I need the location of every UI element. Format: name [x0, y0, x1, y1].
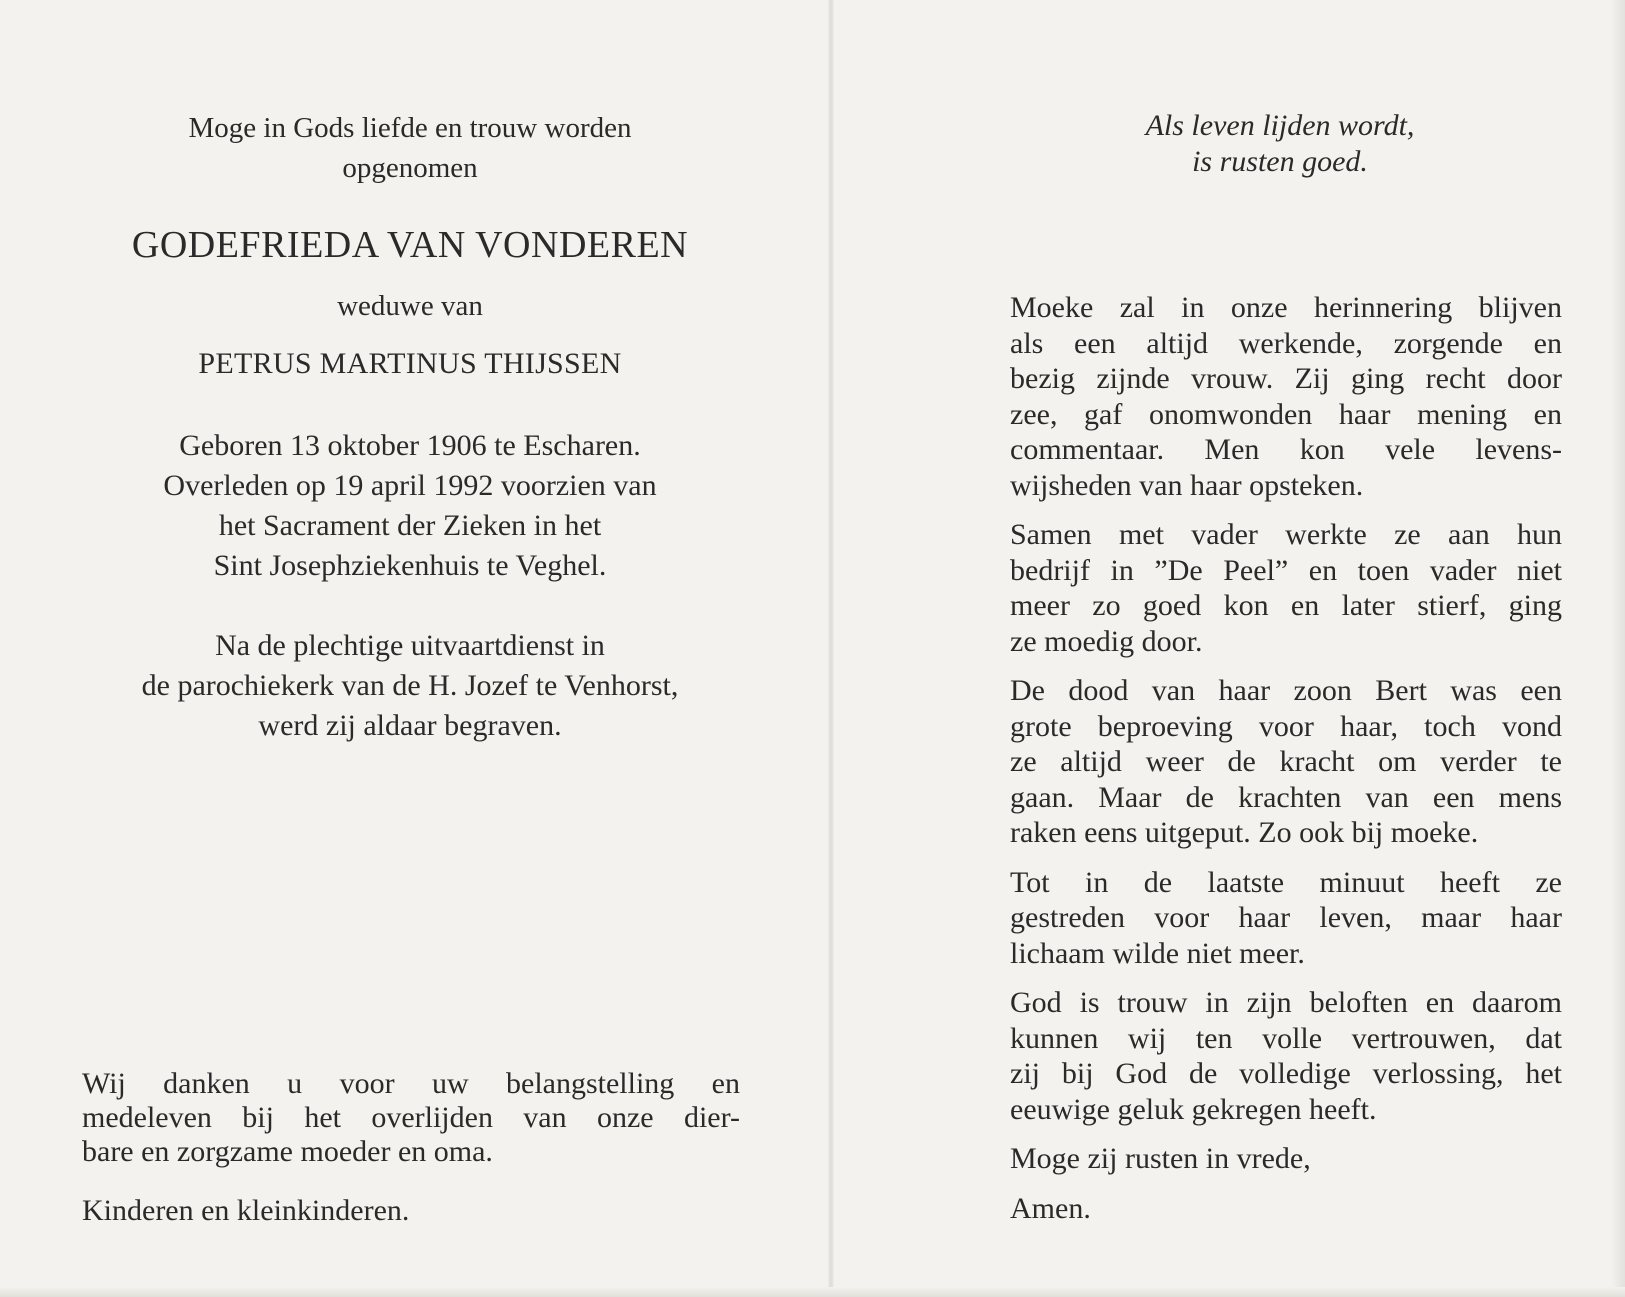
thanks-line: bare en zorgzame moeder en oma.: [82, 1135, 493, 1168]
funeral-line: de parochiekerk van de H. Jozef te Venhorst,: [141, 669, 679, 702]
text-line: als een altijd werkende, zorgende en: [1010, 326, 1562, 360]
widow-of-label: weduwe van: [337, 290, 483, 322]
paragraph: [1010, 865, 1562, 972]
text-line: Samen met vader werkte ze aan hun: [1010, 518, 1562, 551]
thanks-message: [82, 1067, 740, 1169]
card-edge-bottom: [0, 1287, 1625, 1297]
thanks-line: Wij danken u voor uw belangstelling en: [82, 1067, 740, 1100]
text-line: gestreden voor haar leven, maar haar: [1010, 901, 1562, 934]
birth-death-details: [60, 426, 760, 586]
paragraph: [1010, 673, 1562, 851]
quote-line: Als leven lijden wordt,: [1145, 109, 1415, 142]
family-signature: Kinderen en kleinkinderen.: [82, 1194, 410, 1227]
text-line: grote beproeving voor haar, toch vond: [1010, 709, 1562, 743]
detail-line: Overleden op 19 april 1992 voorzien van: [163, 469, 657, 502]
text-line: meer zo goed kon en later stierf, ging: [1010, 589, 1562, 622]
opening-line: Moge in Gods liefde en trouw worden: [188, 112, 632, 144]
text-line: ze altijd weer de kracht om verder te: [1010, 745, 1562, 778]
detail-line: Geboren 13 oktober 1906 te Escharen.: [179, 429, 641, 462]
text-line: bedrijf in ”De Peel” en toen vader niet: [1010, 553, 1562, 587]
quote-line: is rusten goed.: [1192, 145, 1368, 178]
paragraph: [1010, 985, 1562, 1127]
funeral-line: werd zij aldaar begraven.: [258, 709, 562, 742]
text-line: Tot in de laatste minuut heeft ze: [1010, 865, 1562, 899]
card-fold: [828, 0, 834, 1297]
text-line: lichaam wilde niet meer.: [1010, 936, 1305, 970]
memorial-quote: [1000, 108, 1560, 180]
funeral-details: [60, 626, 760, 746]
text-line: gaan. Maar de krachten van een mens: [1010, 780, 1562, 814]
card-edge-right: [1611, 0, 1625, 1297]
text-line: bezig zijnde vrouw. Zij ging recht door: [1010, 362, 1562, 395]
paragraph: [1010, 517, 1562, 659]
memorial-text: [1010, 290, 1562, 1240]
paragraph: [1010, 1191, 1562, 1227]
husband-name: PETRUS MARTINUS THIJSSEN: [198, 347, 622, 380]
text-line: kunnen wij ten volle vertrouwen, dat: [1010, 1021, 1562, 1055]
text-line: wijsheden van haar opsteken.: [1010, 468, 1364, 502]
thanks-line: medeleven bij het overlijden van onze dier-: [82, 1101, 740, 1134]
text-line: Moeke zal in onze herinnering blijven: [1010, 291, 1562, 324]
text-line: commentaar. Men kon vele levens-: [1010, 433, 1562, 466]
deceased-name: GODEFRIEDA VAN VONDEREN: [131, 224, 689, 266]
paragraph: [1010, 1141, 1562, 1177]
detail-line: Sint Josephziekenhuis te Veghel.: [213, 549, 607, 582]
opening-prayer: [60, 108, 760, 188]
detail-line: het Sacrament der Zieken in het: [218, 509, 602, 542]
opening-line: opgenomen: [342, 152, 478, 184]
text-line: eeuwige geluk gekregen heeft.: [1010, 1092, 1377, 1126]
text-line: De dood van haar zoon Bert was een: [1010, 674, 1562, 707]
paragraph: [1010, 290, 1562, 503]
text-line: ze moedig door.: [1010, 624, 1203, 658]
text-line: Amen.: [1010, 1191, 1091, 1225]
text-line: zee, gaf onomwonden haar mening en: [1010, 397, 1562, 431]
text-line: God is trouw in zijn beloften en daarom: [1010, 986, 1562, 1019]
text-line: raken eens uitgeput. Zo ook bij moeke.: [1010, 816, 1479, 849]
text-line: Moge zij rusten in vrede,: [1010, 1142, 1311, 1175]
funeral-line: Na de plechtige uitvaartdienst in: [215, 629, 605, 662]
text-line: zij bij God de volledige verlossing, het: [1010, 1057, 1562, 1090]
